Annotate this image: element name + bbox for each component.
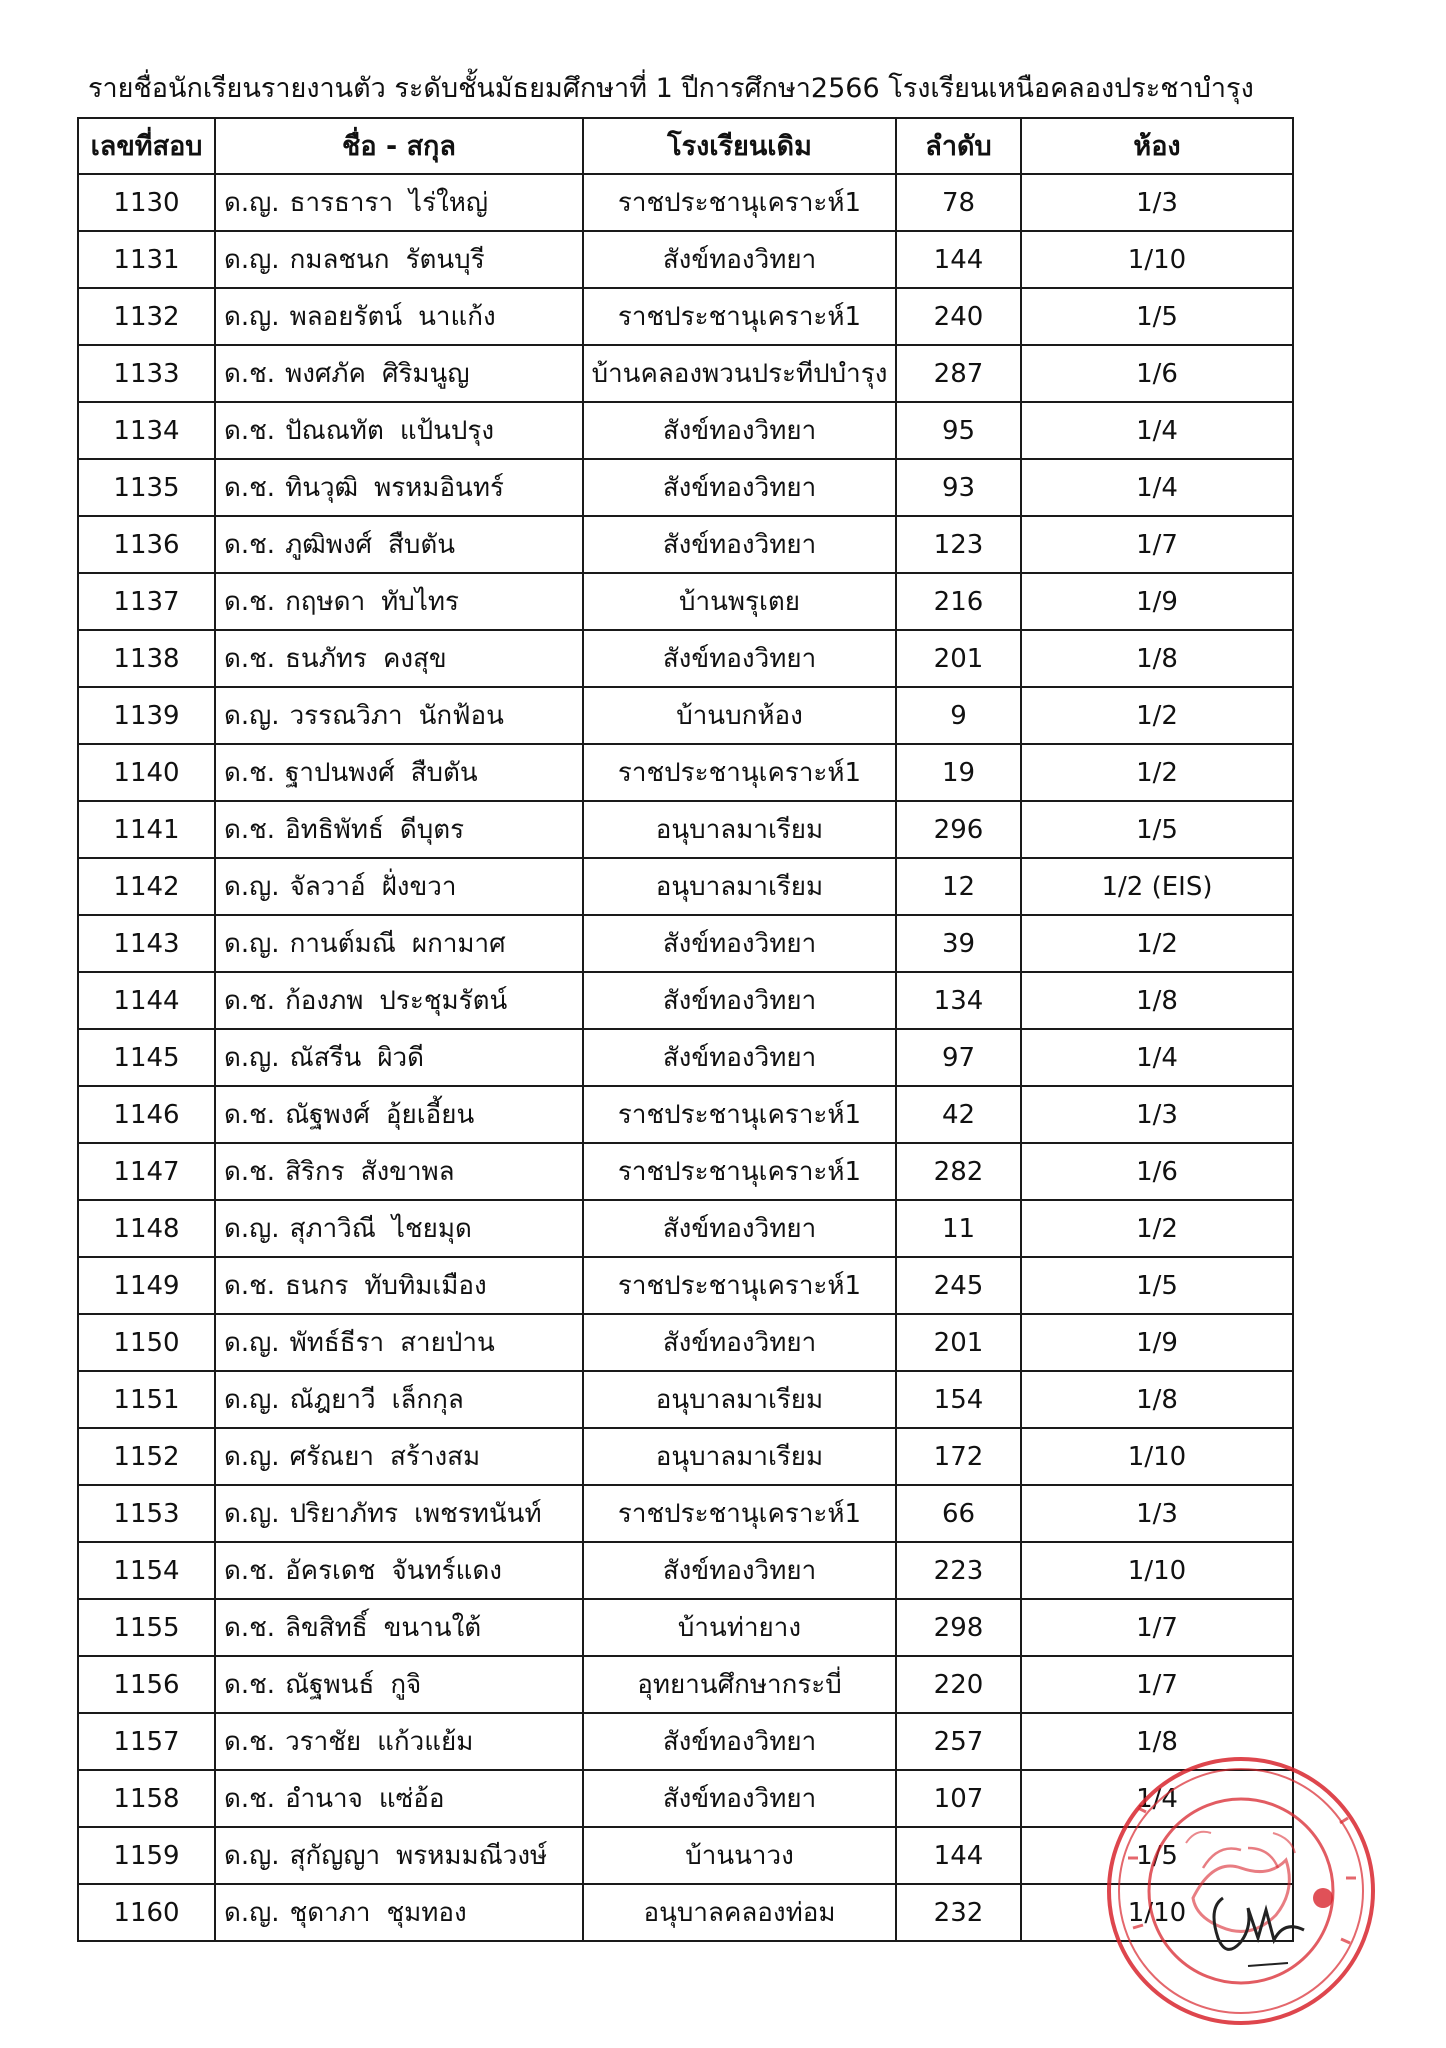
full-name-cell [215, 1314, 583, 1371]
first-name: ณัฐพนธ์ [285, 1669, 375, 1700]
first-name: อิทธิพัทธ์ [285, 814, 384, 845]
room-cell: 1/6 [1021, 345, 1293, 402]
last-name: รัตนบุรี [405, 244, 485, 275]
full-name-cell [215, 915, 583, 972]
full-name-cell [215, 1143, 583, 1200]
last-name: เล็กกุล [391, 1384, 464, 1415]
first-name: ภูฒิพงศ์ [285, 529, 373, 560]
full-name-cell [215, 1029, 583, 1086]
exam-number-cell: 1133 [78, 345, 215, 402]
first-name: สิริกร [285, 1156, 345, 1187]
last-name: ประชุมรัตน์ [379, 985, 508, 1016]
last-name: นาแก้ง [418, 301, 496, 332]
exam-number-cell: 1146 [78, 1086, 215, 1143]
header-exam-number: เลขที่สอบ [78, 118, 215, 174]
former-school-cell: สังข์ทองวิทยา [583, 630, 896, 687]
table-row [78, 687, 1293, 744]
name-prefix: ด.ญ. [224, 1384, 280, 1415]
former-school-cell: สังข์ทองวิทยา [583, 1314, 896, 1371]
full-name-cell [215, 1257, 583, 1314]
first-name: ณัฐพงศ์ [285, 1099, 370, 1130]
first-name: ศรัณยา [289, 1441, 375, 1472]
exam-number-cell: 1156 [78, 1656, 215, 1713]
former-school-cell: อุทยานศึกษากระบี่ [583, 1656, 896, 1713]
table-row [78, 972, 1293, 1029]
rank-cell: 216 [896, 573, 1021, 630]
name-prefix: ด.ช. [224, 1726, 276, 1757]
table-row [78, 1656, 1293, 1713]
former-school-cell: อนุบาลมาเรียม [583, 1428, 896, 1485]
exam-number-cell: 1157 [78, 1713, 215, 1770]
first-name: ธนกร [285, 1270, 349, 1301]
first-name: จัลวาอ์ [289, 871, 366, 902]
first-name: อำนาจ [285, 1783, 363, 1814]
table-row [78, 858, 1293, 915]
full-name-cell [215, 1371, 583, 1428]
table-row [78, 1029, 1293, 1086]
table-row [78, 1599, 1293, 1656]
room-cell: 1/5 [1021, 288, 1293, 345]
former-school-cell: ราชประชานุเคราะห์1 [583, 174, 896, 231]
name-prefix: ด.ญ. [224, 1213, 280, 1244]
exam-number-cell: 1131 [78, 231, 215, 288]
rank-cell: 144 [896, 231, 1021, 288]
exam-number-cell: 1143 [78, 915, 215, 972]
first-name: ปัณณทัต [285, 415, 384, 446]
exam-number-cell: 1153 [78, 1485, 215, 1542]
first-name: สุกัญญา [289, 1840, 381, 1871]
former-school-cell: สังข์ทองวิทยา [583, 1770, 896, 1827]
full-name-cell [215, 573, 583, 630]
name-prefix: ด.ช. [224, 1669, 276, 1700]
last-name: ผกามาศ [411, 928, 506, 959]
full-name-cell [215, 687, 583, 744]
full-name-cell [215, 744, 583, 801]
first-name: สุภาวิณี [289, 1213, 376, 1244]
exam-number-cell: 1151 [78, 1371, 215, 1428]
room-cell: 1/9 [1021, 1314, 1293, 1371]
rank-cell: 287 [896, 345, 1021, 402]
room-cell: 1/7 [1021, 516, 1293, 573]
full-name-cell [215, 459, 583, 516]
former-school-cell: สังข์ทองวิทยา [583, 972, 896, 1029]
table-row [78, 231, 1293, 288]
rank-cell: 298 [896, 1599, 1021, 1656]
table-row [78, 1485, 1293, 1542]
exam-number-cell: 1130 [78, 174, 215, 231]
first-name: พัทธ์ธีรา [289, 1327, 385, 1358]
full-name-cell [215, 1713, 583, 1770]
room-cell: 1/4 [1021, 459, 1293, 516]
former-school-cell: บ้านบกห้อง [583, 687, 896, 744]
full-name-cell [215, 801, 583, 858]
first-name: ธนภัทร [285, 643, 367, 674]
name-prefix: ด.ช. [224, 757, 276, 788]
exam-number-cell: 1135 [78, 459, 215, 516]
former-school-cell: อนุบาลมาเรียม [583, 801, 896, 858]
room-cell: 1/10 [1021, 231, 1293, 288]
former-school-cell: ราชประชานุเคราะห์1 [583, 1143, 896, 1200]
former-school-cell: อนุบาลคลองท่อม [583, 1884, 896, 1941]
last-name: ศิริมนูญ [381, 358, 470, 389]
first-name: ธารธารา [289, 187, 394, 218]
full-name-cell [215, 1200, 583, 1257]
table-row [78, 1257, 1293, 1314]
last-name: จันทร์แดง [391, 1555, 502, 1586]
exam-number-cell: 1159 [78, 1827, 215, 1884]
former-school-cell: สังข์ทองวิทยา [583, 1542, 896, 1599]
former-school-cell: สังข์ทองวิทยา [583, 1029, 896, 1086]
room-cell: 1/8 [1021, 1713, 1293, 1770]
table-row [78, 288, 1293, 345]
last-name: พรหมอินทร์ [374, 472, 504, 503]
name-prefix: ด.ช. [224, 1783, 276, 1814]
former-school-cell: สังข์ทองวิทยา [583, 231, 896, 288]
rank-cell: 245 [896, 1257, 1021, 1314]
room-cell: 1/5 [1021, 1827, 1293, 1884]
former-school-cell: ราชประชานุเคราะห์1 [583, 1485, 896, 1542]
room-cell: 1/7 [1021, 1599, 1293, 1656]
table-row [78, 1428, 1293, 1485]
former-school-cell: บ้านนาวง [583, 1827, 896, 1884]
first-name: ก้องภพ [285, 985, 364, 1016]
first-name: ณัสรีน [289, 1042, 362, 1073]
rank-cell: 240 [896, 288, 1021, 345]
full-name-cell [215, 231, 583, 288]
header-former-school: โรงเรียนเดิม [583, 118, 896, 174]
first-name: กฤษดา [285, 586, 366, 617]
rank-cell: 223 [896, 1542, 1021, 1599]
name-prefix: ด.ญ. [224, 244, 280, 275]
name-prefix: ด.ญ. [224, 1327, 280, 1358]
rank-cell: 123 [896, 516, 1021, 573]
table-row [78, 801, 1293, 858]
exam-number-cell: 1142 [78, 858, 215, 915]
room-cell: 1/10 [1021, 1884, 1293, 1941]
rank-cell: 201 [896, 1314, 1021, 1371]
name-prefix: ด.ญ. [224, 301, 280, 332]
room-cell: 1/10 [1021, 1542, 1293, 1599]
last-name: ฝั่งขวา [381, 871, 457, 902]
table-row [78, 345, 1293, 402]
exam-number-cell: 1136 [78, 516, 215, 573]
table-row [78, 1314, 1293, 1371]
table-row [78, 1371, 1293, 1428]
rank-cell: 11 [896, 1200, 1021, 1257]
former-school-cell: บ้านคลองพวนประทีปบำรุง [583, 345, 896, 402]
full-name-cell [215, 516, 583, 573]
rank-cell: 220 [896, 1656, 1021, 1713]
name-prefix: ด.ช. [224, 1156, 276, 1187]
header-row [78, 118, 1293, 174]
room-cell: 1/3 [1021, 1485, 1293, 1542]
full-name-cell [215, 858, 583, 915]
last-name: สืบตัน [388, 529, 456, 560]
name-prefix: ด.ช. [224, 1555, 276, 1586]
room-cell: 1/2 [1021, 687, 1293, 744]
first-name: วรรณวิภา [289, 700, 403, 731]
full-name-cell [215, 1428, 583, 1485]
last-name: แก้วแย้ม [377, 1726, 474, 1757]
exam-number-cell: 1152 [78, 1428, 215, 1485]
exam-number-cell: 1145 [78, 1029, 215, 1086]
document-title: รายชื่อนักเรียนรายงานตัว ระดับชั้นมัธยมศึกษาที่ 1 ปีการศึกษา2566 โรงเรียนเหนือคลองประชาบำรุง [88, 73, 1254, 104]
exam-number-cell: 1147 [78, 1143, 215, 1200]
last-name: ขนานใต้ [383, 1612, 482, 1643]
exam-number-cell: 1149 [78, 1257, 215, 1314]
table-row [78, 402, 1293, 459]
rank-cell: 144 [896, 1827, 1021, 1884]
room-cell: 1/10 [1021, 1428, 1293, 1485]
room-cell: 1/7 [1021, 1656, 1293, 1713]
exam-number-cell: 1148 [78, 1200, 215, 1257]
former-school-cell: สังข์ทองวิทยา [583, 459, 896, 516]
rank-cell: 42 [896, 1086, 1021, 1143]
former-school-cell: ราชประชานุเคราะห์1 [583, 1257, 896, 1314]
last-name: สร้างสม [390, 1441, 481, 1472]
full-name-cell [215, 1086, 583, 1143]
rank-cell: 93 [896, 459, 1021, 516]
room-cell: 1/2 [1021, 744, 1293, 801]
room-cell: 1/2 (EIS) [1021, 858, 1293, 915]
former-school-cell: สังข์ทองวิทยา [583, 915, 896, 972]
exam-number-cell: 1138 [78, 630, 215, 687]
rank-cell: 282 [896, 1143, 1021, 1200]
first-name: ทินวุฒิ [285, 472, 359, 503]
full-name-cell [215, 1884, 583, 1941]
full-name-cell [215, 174, 583, 231]
last-name: ผิวดี [377, 1042, 425, 1073]
name-prefix: ด.ช. [224, 643, 276, 674]
last-name: แซ่อ้อ [378, 1783, 445, 1814]
last-name: ชุมทอง [386, 1897, 467, 1928]
name-prefix: ด.ช. [224, 472, 276, 503]
name-prefix: ด.ช. [224, 1270, 276, 1301]
school-seal-icon [1098, 1748, 1384, 2034]
name-prefix: ด.ช. [224, 586, 276, 617]
last-name: คงสุข [382, 643, 447, 674]
full-name-cell [215, 1485, 583, 1542]
exam-number-cell: 1155 [78, 1599, 215, 1656]
exam-number-cell: 1137 [78, 573, 215, 630]
room-cell: 1/2 [1021, 1200, 1293, 1257]
name-prefix: ด.ญ. [224, 1042, 280, 1073]
name-prefix: ด.ญ. [224, 187, 280, 218]
table-body [78, 174, 1293, 1941]
full-name-cell [215, 402, 583, 459]
former-school-cell: สังข์ทองวิทยา [583, 402, 896, 459]
table-row [78, 1200, 1293, 1257]
exam-number-cell: 1139 [78, 687, 215, 744]
full-name-cell [215, 972, 583, 1029]
former-school-cell: บ้านท่ายาง [583, 1599, 896, 1656]
rank-cell: 134 [896, 972, 1021, 1029]
rank-cell: 232 [896, 1884, 1021, 1941]
room-cell: 1/2 [1021, 915, 1293, 972]
first-name: ฐาปนพงศ์ [285, 757, 395, 788]
table-row [78, 573, 1293, 630]
room-cell: 1/8 [1021, 630, 1293, 687]
last-name: อุ้ยเอี้ยน [385, 1099, 475, 1130]
former-school-cell: บ้านพรุเตย [583, 573, 896, 630]
last-name: ทับไทร [381, 586, 459, 617]
rank-cell: 201 [896, 630, 1021, 687]
room-cell: 1/4 [1021, 1029, 1293, 1086]
last-name: สายป่าน [400, 1327, 495, 1358]
name-prefix: ด.ช. [224, 529, 276, 560]
table-row [78, 915, 1293, 972]
former-school-cell: สังข์ทองวิทยา [583, 516, 896, 573]
first-name: กานต์มณี [289, 928, 396, 959]
last-name: สังขาพล [360, 1156, 455, 1187]
rank-cell: 172 [896, 1428, 1021, 1485]
first-name: ชุดาภา [289, 1897, 371, 1928]
name-prefix: ด.ช. [224, 814, 276, 845]
name-prefix: ด.ช. [224, 415, 276, 446]
room-cell: 1/9 [1021, 573, 1293, 630]
first-name: กมลชนก [289, 244, 390, 275]
exam-number-cell: 1154 [78, 1542, 215, 1599]
exam-number-cell: 1150 [78, 1314, 215, 1371]
former-school-cell: อนุบาลมาเรียม [583, 1371, 896, 1428]
last-name: กูจิ [390, 1669, 422, 1700]
table-row [78, 1542, 1293, 1599]
exam-number-cell: 1158 [78, 1770, 215, 1827]
last-name: เพชรทนันท์ [414, 1498, 542, 1529]
first-name: ลิขสิทธิ์ [285, 1612, 368, 1643]
last-name: พรหมมณีวงษ์ [396, 1840, 548, 1871]
exam-number-cell: 1134 [78, 402, 215, 459]
name-prefix: ด.ช. [224, 358, 276, 389]
exam-number-cell: 1140 [78, 744, 215, 801]
table-row [78, 630, 1293, 687]
first-name: วราชัย [285, 1726, 362, 1757]
room-cell: 1/8 [1021, 972, 1293, 1029]
last-name: ไร่ใหญ่ [409, 187, 489, 218]
name-prefix: ด.ช. [224, 1612, 276, 1643]
exam-number-cell: 1160 [78, 1884, 215, 1941]
former-school-cell: สังข์ทองวิทยา [583, 1713, 896, 1770]
header-full-name: ชื่อ - สกุล [215, 118, 583, 174]
table-row [78, 1143, 1293, 1200]
full-name-cell [215, 630, 583, 687]
full-name-cell [215, 1599, 583, 1656]
first-name: ปริยาภัทร [289, 1498, 399, 1529]
full-name-cell [215, 1827, 583, 1884]
first-name: ณัฎยาวี [289, 1384, 376, 1415]
exam-number-cell: 1132 [78, 288, 215, 345]
former-school-cell: สังข์ทองวิทยา [583, 1200, 896, 1257]
full-name-cell [215, 1656, 583, 1713]
former-school-cell: ราชประชานุเคราะห์1 [583, 1086, 896, 1143]
name-prefix: ด.ญ. [224, 871, 280, 902]
last-name: แป้นปรุง [399, 415, 495, 446]
rank-cell: 95 [896, 402, 1021, 459]
full-name-cell [215, 1770, 583, 1827]
student-roster-table [77, 117, 1294, 1942]
header-rank: ลำดับ [896, 118, 1021, 174]
name-prefix: ด.ญ. [224, 1498, 280, 1529]
room-cell: 1/5 [1021, 1257, 1293, 1314]
rank-cell: 78 [896, 174, 1021, 231]
name-prefix: ด.ญ. [224, 1840, 280, 1871]
rank-cell: 12 [896, 858, 1021, 915]
room-cell: 1/8 [1021, 1371, 1293, 1428]
rank-cell: 97 [896, 1029, 1021, 1086]
table-row [78, 516, 1293, 573]
name-prefix: ด.ญ. [224, 700, 280, 731]
exam-number-cell: 1141 [78, 801, 215, 858]
last-name: นักฟ้อน [418, 700, 504, 731]
table-row [78, 174, 1293, 231]
full-name-cell [215, 288, 583, 345]
rank-cell: 296 [896, 801, 1021, 858]
former-school-cell: อนุบาลมาเรียม [583, 858, 896, 915]
rank-cell: 39 [896, 915, 1021, 972]
full-name-cell [215, 1542, 583, 1599]
table-row [78, 1086, 1293, 1143]
room-cell: 1/4 [1021, 402, 1293, 459]
name-prefix: ด.ช. [224, 985, 276, 1016]
first-name: พงศภัค [285, 358, 366, 389]
former-school-cell: ราชประชานุเคราะห์1 [583, 288, 896, 345]
room-cell: 1/6 [1021, 1143, 1293, 1200]
table-row [78, 744, 1293, 801]
first-name: อัครเดช [285, 1555, 376, 1586]
room-cell: 1/5 [1021, 801, 1293, 858]
header-room: ห้อง [1021, 118, 1293, 174]
name-prefix: ด.ญ. [224, 1441, 280, 1472]
last-name: ทับทิมเมือง [364, 1270, 487, 1301]
table-row [78, 459, 1293, 516]
first-name: พลอยรัตน์ [289, 301, 403, 332]
former-school-cell: ราชประชานุเคราะห์1 [583, 744, 896, 801]
rank-cell: 9 [896, 687, 1021, 744]
last-name: ดีบุตร [399, 814, 465, 845]
rank-cell: 66 [896, 1485, 1021, 1542]
name-prefix: ด.ญ. [224, 928, 280, 959]
room-cell: 1/3 [1021, 174, 1293, 231]
room-cell: 1/3 [1021, 1086, 1293, 1143]
exam-number-cell: 1144 [78, 972, 215, 1029]
full-name-cell [215, 345, 583, 402]
name-prefix: ด.ญ. [224, 1897, 280, 1928]
rank-cell: 154 [896, 1371, 1021, 1428]
rank-cell: 257 [896, 1713, 1021, 1770]
table-header [78, 118, 1293, 174]
last-name: ไชยมุด [391, 1213, 472, 1244]
room-cell: 1/4 [1021, 1770, 1293, 1827]
name-prefix: ด.ช. [224, 1099, 276, 1130]
rank-cell: 107 [896, 1770, 1021, 1827]
rank-cell: 19 [896, 744, 1021, 801]
last-name: สืบตัน [410, 757, 478, 788]
